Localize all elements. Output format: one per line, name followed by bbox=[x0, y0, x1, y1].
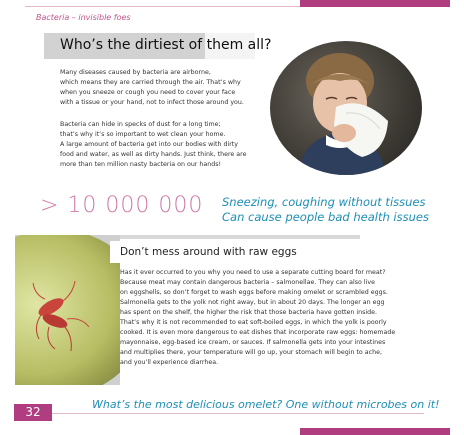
paragraph-line: Because meat may contain dangerous bacteria – salmonellae. They can also live bbox=[120, 279, 375, 286]
paragraph-line: and you’ll experience diarrhea. bbox=[120, 359, 219, 366]
paragraph-dust bbox=[60, 120, 275, 170]
salmonella-image bbox=[15, 235, 120, 385]
paragraph-eggs bbox=[120, 268, 420, 368]
footer-accent-bar bbox=[300, 428, 450, 435]
paragraph-line: Bacteria can hide in specks of dust for a long time; bbox=[60, 121, 221, 128]
paragraph-line: which means they are carried through the air. That’s why bbox=[60, 79, 241, 86]
footer-quote: What’s the most delicious omelet? One without microbes on it! bbox=[92, 398, 440, 411]
header-accent-bar bbox=[300, 0, 450, 7]
section-title-eggs: Don’t mess around with raw eggs bbox=[120, 246, 297, 258]
paragraph-line: and multiplies there, your temperature will go up, your stomach will begin to ache, bbox=[120, 349, 382, 356]
paragraph-line: Many diseases caused by bacteria are airborne, bbox=[60, 69, 211, 76]
paragraph-line: That’s why it is not recommended to eat soft-boiled eggs, in which the yolk is poorly bbox=[120, 319, 387, 326]
salmonella-illustration bbox=[15, 235, 120, 385]
stat-caption-line: Sneezing, coughing without tissues bbox=[222, 195, 426, 209]
paragraph-line: has spent on the shelf, the higher the risk that those bacteria have gotten inside. bbox=[120, 309, 378, 316]
paragraph-line: Has it ever occurred to you why you need to use a separate cutting board for meat? bbox=[120, 269, 386, 276]
page-title: Who’s the dirtiest of them all? bbox=[60, 37, 272, 53]
section-label: Bacteria – invisible foes bbox=[36, 13, 131, 22]
paragraph-line: Salmonella gets to the yolk not right away, but in about 20 days. The longer an egg bbox=[120, 299, 385, 306]
sneezing-boy-illustration bbox=[270, 41, 422, 175]
sneezing-boy-photo bbox=[270, 41, 422, 175]
paragraph-line: food and water, as well as dirty hands. Just think, there are bbox=[60, 151, 247, 158]
stat-value: > 10 000 000 bbox=[40, 193, 204, 218]
paragraph-line: more than ten million nasty bacteria on our hands! bbox=[60, 161, 222, 168]
stat-caption bbox=[222, 195, 429, 225]
paragraph-line: cooked. It is even more dangerous to eat dishes that incorporate raw eggs: homemade bbox=[120, 329, 396, 336]
footer-divider bbox=[14, 413, 424, 414]
paragraph-line: when you sneeze or cough you need to cover your face bbox=[60, 89, 236, 96]
paragraph-line: mayonnaise, egg-based ice cream, or sauces. If salmonella gets into your intestines bbox=[120, 339, 386, 346]
stat-caption-line: Can cause people bad health issues bbox=[222, 210, 429, 224]
page-number: 32 bbox=[25, 405, 41, 419]
paragraph-line: A large amount of bacteria get into our bodies with dirty bbox=[60, 141, 238, 148]
paragraph-line: that’s why it’s so important to wet clean your home. bbox=[60, 131, 226, 138]
paragraph-line: on eggshells, so don’t forget to wash eggs before making omelet or scrambled eggs. bbox=[120, 289, 388, 296]
paragraph-line: with a tissue or your hand, not to infect those around you. bbox=[60, 99, 244, 106]
paragraph-airborne bbox=[60, 68, 275, 108]
